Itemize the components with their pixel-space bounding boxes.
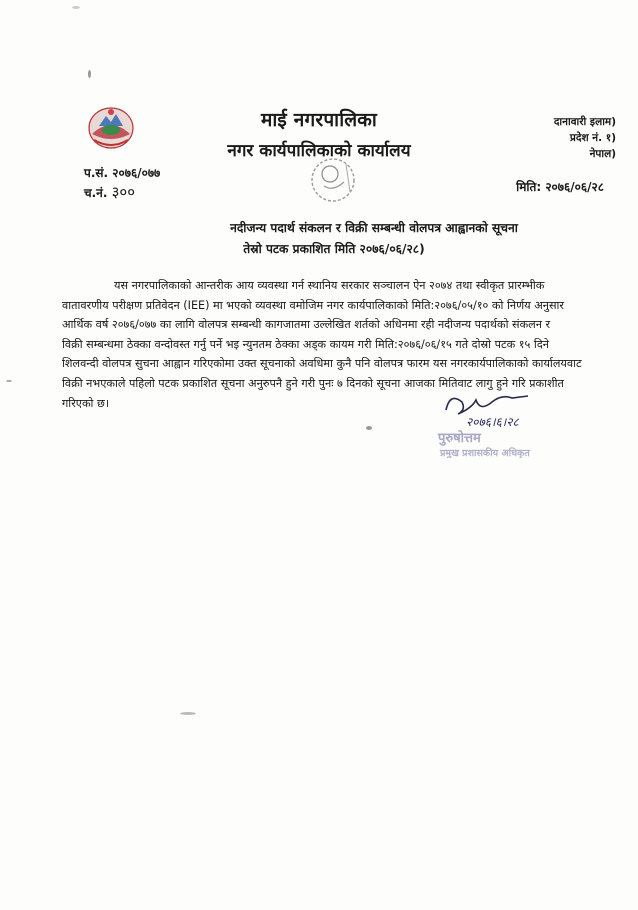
org-name: माई नगरपालिका	[260, 109, 378, 131]
officer-signature	[432, 388, 562, 458]
office-name: नगर कार्यपालिकाको कार्यालय	[227, 141, 411, 161]
signature-date: २०७६।६।२८	[466, 415, 519, 429]
chalani-label: च.नं.	[84, 186, 108, 200]
address-line: प्रदेश नं. १)	[569, 132, 616, 144]
address-line: दानावारी इलाम)	[553, 116, 616, 128]
body-line: यस नगरपालिकाको आन्तरीक आय व्यवस्था गर्न स्थानिय सरकार सञ्चालन ऐन २०७४ तथा स्वीकृत प्रारम्भीक	[114, 279, 545, 292]
scan-speck	[180, 712, 196, 715]
address-line: नेपाल)	[589, 148, 616, 160]
scan-speck	[72, 6, 80, 9]
notice-date	[516, 178, 604, 195]
stamp-line2: प्रमुख प्रशासकीय अधिकृत	[440, 448, 530, 458]
subject-line: नदीजन्य पदार्थ संकलन र विक्री सम्बन्धी वोलपत्र आह्वानको सूचना	[230, 221, 518, 235]
body-line: विक्री नभएकाले पहिलो पटक प्रकाशित सूचना अनुरुपनै हुने गरी पुनः ७ दिनको सूचना आजका मितिवाट लागु हुने गरि प्रकाशीत	[62, 376, 564, 390]
stamp-line1: पुरुषोत्तम	[438, 431, 481, 446]
notice-subject	[0, 218, 638, 260]
patra-sankhya-label: प.सं.	[84, 166, 109, 180]
date-value: २०७६/०६/२८	[545, 180, 604, 194]
body-line: शिलवन्दी वोलपत्र सुचना आह्वान गरिएकोमा उक्त सूचनाको अवधिमा कुनै पनि वोलपत्र फारम यस नगरकार्यपालिकाको कार्यालयवाट	[62, 357, 582, 371]
subject-line: तेस्रो पटक प्रकाशित मिति २०७६/०६/२८)	[243, 242, 425, 256]
body-line: विक्री सम्बन्धमा ठेक्का वन्दोवस्त गर्नु पर्ने भइ न्युनतम ठेक्का अड्क कायम गरी मिति:२०७६/०६/१५ गते दोस्रो पटक १५ दिने	[62, 337, 549, 351]
office-address	[554, 114, 616, 162]
scan-speck	[366, 426, 372, 430]
chalani-value: ३००	[111, 183, 135, 201]
body-line: गरिएको छ।	[62, 396, 110, 410]
scan-speck	[6, 380, 12, 382]
date-label: मिति:	[516, 180, 542, 194]
body-line: वातावरणीय परीक्षण प्रतिवेदन (IEE) मा भएको व्यवस्था वमोजिम नगर कार्यपालिकाको मिति:२०७६/०५/१० को निर्णय अनुसार	[62, 298, 564, 312]
office-seal-stamp	[302, 152, 364, 208]
reference-block	[84, 164, 160, 203]
scan-speck	[88, 70, 91, 78]
patra-sankhya-value: २०७६/०७७	[112, 166, 161, 180]
body-line: आर्थिक वर्ष २०७६/०७७ का लागि वोलपत्र सम्बन्धी कागजातमा उल्लेखित शर्तको अधिनमा रही नदीजन्य पदार्थको संकलन र	[62, 318, 551, 332]
